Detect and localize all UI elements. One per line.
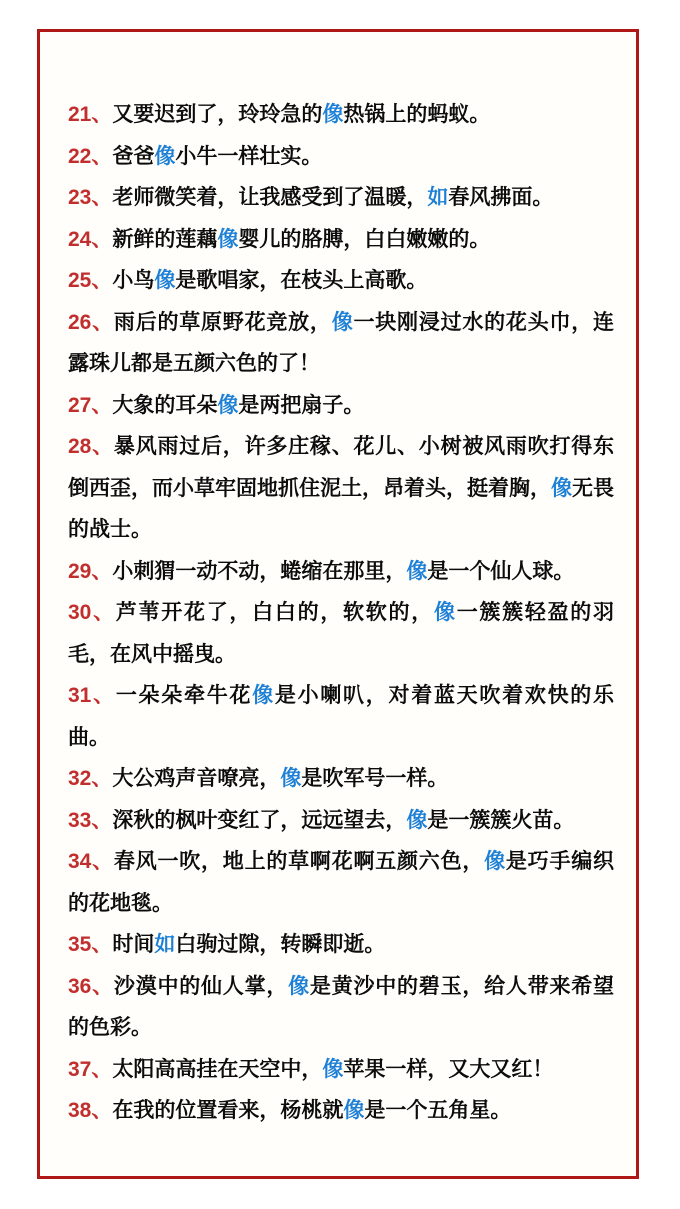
sentence-text: 春风拂面。	[448, 186, 554, 209]
comparison-word-highlight: 像	[252, 684, 275, 707]
sentence-item	[68, 592, 614, 675]
sentence-item	[68, 260, 614, 302]
sentence-text: 白驹过隙，转瞬即逝。	[175, 933, 386, 956]
sentence-item	[68, 302, 614, 385]
sentence-number: 29、	[68, 559, 113, 583]
sentence-text: 时间	[112, 933, 155, 956]
sentence-number: 28、	[68, 435, 114, 458]
sentence-text: 是一个五角星。	[364, 1099, 512, 1122]
sentence-text: 是巧手编织的花地毯。	[68, 850, 615, 915]
sentence-number: 32、	[68, 767, 113, 790]
sentence-text: 是吹军号一样。	[301, 767, 449, 790]
sentence-number: 25、	[68, 269, 113, 292]
sentence-item	[68, 675, 614, 758]
sentence-text: 小鸟	[112, 269, 155, 292]
sentence-number: 21、	[68, 103, 113, 126]
comparison-word-highlight: 像	[484, 850, 506, 873]
sentence-text: 新鲜的莲藕	[112, 227, 218, 251]
sentence-text: 是黄沙中的碧玉，给人带来希望的色彩。	[68, 974, 615, 1039]
sentence-text: 沙漠中的仙人掌，	[113, 974, 289, 998]
sentence-item	[68, 924, 614, 966]
sentence-text: 太阳高高挂在天空中，	[112, 1057, 323, 1081]
sentence-text: 一块刚浸过水的花头巾，连露珠儿都是五颜六色的了！	[68, 310, 615, 375]
sentence-text: 深秋的枫叶变红了，远远望去，	[112, 808, 407, 832]
sentence-text: 小刺猬一动不动，蜷缩在那里，	[112, 559, 407, 583]
sentence-number: 30、	[68, 601, 116, 624]
comparison-word-highlight: 像	[154, 144, 176, 168]
sentence-text: 暴风雨过后，许多庄稼、花儿、小树被风雨吹打得东倒西歪，而小草牢固地抓住泥土，昂着头，挺着胸，	[68, 435, 615, 500]
comparison-word-highlight: 像	[288, 974, 310, 998]
sentence-item	[68, 551, 614, 593]
sentence-item	[68, 385, 614, 427]
sentence-number: 38、	[68, 1099, 113, 1122]
sentence-item	[68, 219, 614, 261]
sentence-text: 一朵朵牵牛花	[115, 684, 253, 707]
sentence-item	[68, 1049, 614, 1091]
sentence-number: 34、	[68, 850, 114, 873]
sentence-item	[68, 966, 614, 1049]
comparison-word-highlight: 像	[154, 269, 176, 292]
sentence-list	[68, 94, 614, 1132]
comparison-word-highlight: 像	[217, 227, 239, 251]
sentence-text: 爸爸	[112, 144, 155, 168]
sentence-item	[68, 841, 614, 924]
sentence-text: 无畏的战士。	[68, 476, 614, 541]
sentence-text: 小牛一样壮实。	[175, 144, 323, 168]
sentence-text: 芦苇开花了，白白的，软软的，	[115, 601, 434, 624]
comparison-word-highlight: 如	[154, 933, 176, 956]
sentence-item	[68, 1090, 614, 1132]
sentence-text: 是一簇簇火苗。	[427, 808, 575, 832]
sentence-item	[68, 800, 614, 842]
sentence-number: 26、	[68, 310, 114, 334]
sentence-text: 是小喇叭，对着蓝天吹着欢快的乐曲。	[68, 684, 615, 749]
comparison-word-highlight: 像	[343, 1099, 365, 1122]
sentence-text: 是一个仙人球。	[427, 559, 575, 583]
sentence-number: 33、	[68, 808, 113, 832]
comparison-word-highlight: 像	[322, 103, 344, 126]
red-border-frame	[37, 29, 639, 1179]
sentence-number: 36、	[68, 974, 114, 998]
sentence-text: 热锅上的蚂蚁。	[343, 103, 491, 126]
comparison-word-highlight: 像	[331, 310, 354, 334]
sentence-text: 老师微笑着，让我感受到了温暖，	[112, 186, 428, 209]
sentence-number: 22、	[68, 144, 113, 168]
comparison-word-highlight: 像	[406, 808, 428, 832]
sentence-text: 大象的耳朵	[112, 393, 218, 417]
sentence-item	[68, 758, 614, 800]
comparison-word-highlight: 像	[280, 767, 302, 790]
sentence-number: 27、	[68, 393, 113, 417]
sentence-number: 31、	[68, 684, 116, 707]
sentence-text: 婴儿的胳膊，白白嫩嫩的。	[238, 227, 491, 251]
sentence-text: 在我的位置看来，杨桃就	[112, 1099, 344, 1122]
sentence-text: 一簇簇轻盈的羽毛，在风中摇曳。	[68, 601, 615, 666]
sentence-text: 大公鸡声音嘹亮，	[112, 767, 281, 790]
comparison-word-highlight: 像	[406, 559, 428, 583]
sentence-text: 春风一吹，地上的草啊花啊五颜六色，	[113, 850, 485, 873]
sentence-text: 又要迟到了，玲玲急的	[112, 103, 323, 126]
sentence-item	[68, 136, 614, 178]
sentence-text: 是两把扇子。	[238, 393, 365, 417]
sentence-item	[68, 426, 614, 551]
sentence-item	[68, 177, 614, 219]
comparison-word-highlight: 如	[427, 186, 449, 209]
comparison-word-highlight: 像	[551, 476, 572, 500]
sentence-number: 24、	[68, 227, 113, 251]
sentence-number: 35、	[68, 933, 113, 956]
comparison-word-highlight: 像	[322, 1057, 344, 1081]
sentence-text: 雨后的草原野花竞放，	[113, 310, 332, 334]
sentence-text: 是歌唱家，在枝头上高歌。	[175, 269, 428, 292]
sentence-item	[68, 94, 614, 136]
comparison-word-highlight: 像	[433, 601, 457, 624]
comparison-word-highlight: 像	[217, 393, 239, 417]
sentence-text: 苹果一样，又大又红！	[343, 1057, 554, 1081]
sentence-number: 23、	[68, 186, 113, 209]
sentence-number: 37、	[68, 1057, 113, 1081]
